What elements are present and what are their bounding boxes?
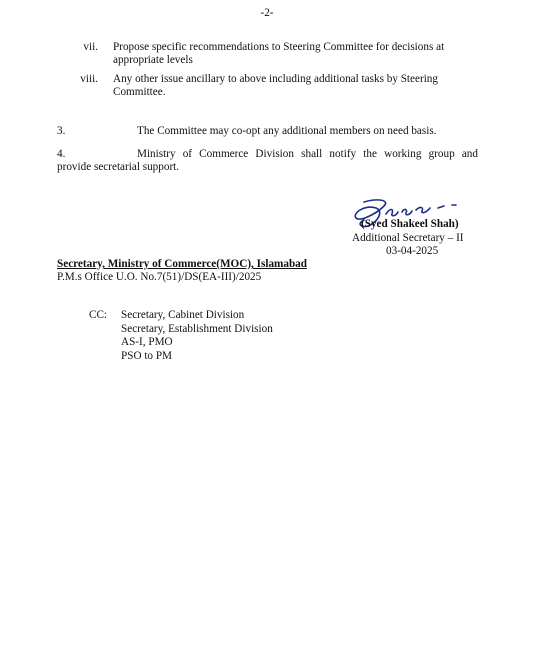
- paragraph-number-4: 4.: [57, 148, 66, 160]
- signatory-name: (Syed Shakeel Shah): [361, 218, 459, 230]
- cc-recipient: Secretary, Cabinet Division: [121, 309, 245, 321]
- page-number: -2-: [260, 7, 274, 19]
- item-text-viii: Any other issue ancillary to above including additional tasks by Steering Committee.: [113, 73, 438, 98]
- item-number-vii: vii.: [83, 41, 98, 53]
- cc-recipient-list: [121, 309, 273, 363]
- paragraph-text-3: The Committee may co-opt any additional members on need basis.: [137, 125, 437, 137]
- signatory-designation: Additional Secretary – II: [352, 232, 464, 244]
- paragraph-number-3: 3.: [57, 125, 66, 137]
- paragraph-text-4-line-2: provide secretarial support.: [57, 161, 180, 173]
- cc-recipient: PSO to PM: [121, 349, 172, 362]
- cc-recipient: AS-I, PMO: [121, 336, 173, 348]
- uo-number: P.M.s Office U.O. No.7(51)/DS(EA-III)/2025: [57, 271, 262, 283]
- item-text-vii: Propose specific recommendations to Steering Committee for decisions at appropriate levels: [113, 41, 445, 66]
- paragraph-text-4-line-1: Ministry of Commerce Division shall notify the working group and: [137, 148, 478, 160]
- cc-label: CC:: [89, 309, 108, 321]
- item-number-viii: viii.: [80, 73, 98, 85]
- addressee: Secretary, Ministry of Commerce(MOC), Islamabad: [57, 258, 308, 270]
- signature-date: 03-04-2025: [386, 245, 439, 257]
- cc-recipient: Secretary, Establishment Division: [121, 322, 273, 335]
